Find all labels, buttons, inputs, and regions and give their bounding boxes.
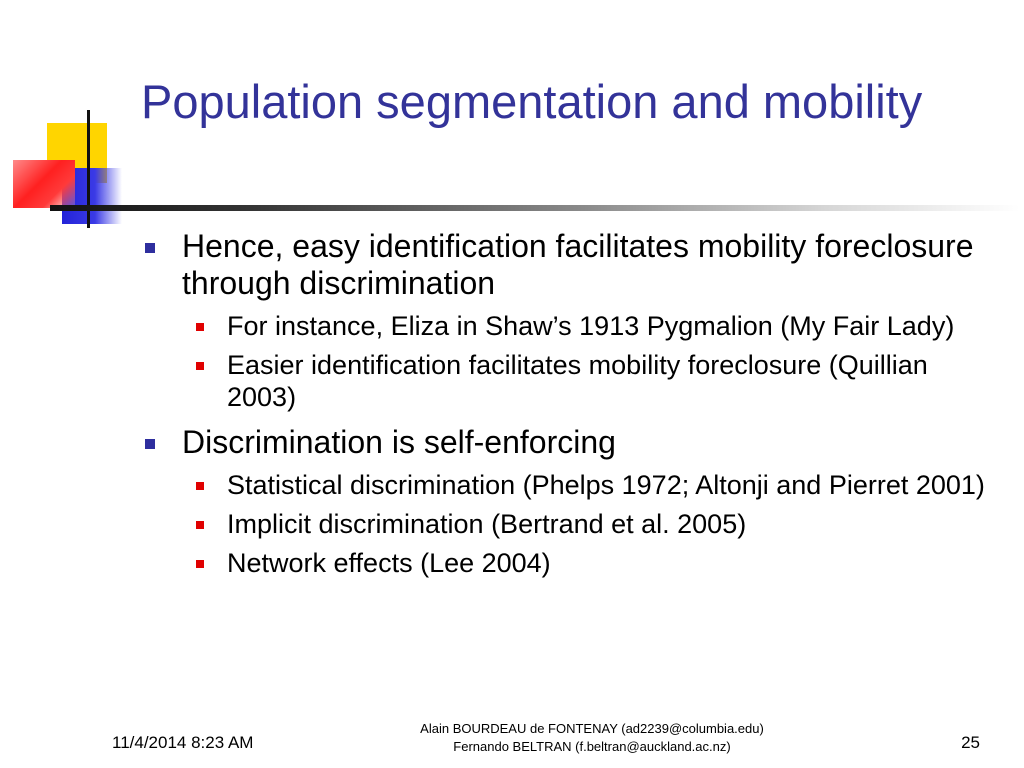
- square-bullet-icon: [145, 439, 155, 449]
- footer-author-line: Fernando BELTRAN (f.beltran@auckland.ac.nz): [453, 739, 731, 754]
- sub-bullet-text: Network effects (Lee 2004): [227, 548, 551, 578]
- bullet-text: Hence, easy identification facilitates mobility foreclosure through discrimination: [182, 228, 974, 301]
- square-bullet-icon: [196, 482, 204, 490]
- sub-bullet-item: [182, 469, 1003, 501]
- bullet-text: Discrimination is self-enforcing: [182, 424, 616, 460]
- square-bullet-icon: [196, 560, 204, 568]
- red-square-shape: [13, 160, 75, 208]
- square-bullet-icon: [145, 243, 155, 253]
- slide-title: Population segmentation and mobility: [141, 75, 923, 128]
- square-bullet-icon: [196, 323, 204, 331]
- sub-bullet-text: Statistical discrimination (Phelps 1972; Altonji and Pierret 2001): [227, 470, 985, 500]
- sub-bullet-item: [182, 508, 1003, 540]
- sub-bullet-text: Implicit discrimination (Bertrand et al. 2005): [227, 509, 747, 539]
- sub-bullet-item: [182, 349, 1003, 413]
- title-underline-rule: [50, 205, 1020, 211]
- footer-authors: [362, 720, 822, 756]
- footer-date: 11/4/2014 8:23 AM: [112, 733, 254, 752]
- slide-logo-graphic: [0, 0, 160, 240]
- footer-author-line: Alain BOURDEAU de FONTENAY (ad2239@columbia.edu): [420, 721, 764, 736]
- sub-bullet-item: [182, 547, 1003, 579]
- sub-bullet-text: For instance, Eliza in Shaw’s 1913 Pygmalion (My Fair Lady): [227, 311, 955, 341]
- slide-number: 25: [961, 733, 980, 752]
- bullet-item: [143, 228, 1003, 302]
- square-bullet-icon: [196, 521, 204, 529]
- sub-bullet-text: Easier identification facilitates mobility foreclosure (Quillian 2003): [227, 350, 928, 412]
- square-bullet-icon: [196, 362, 204, 370]
- sub-bullet-item: [182, 310, 1003, 342]
- bullet-item: [143, 424, 1003, 461]
- slide-body: [143, 228, 1003, 586]
